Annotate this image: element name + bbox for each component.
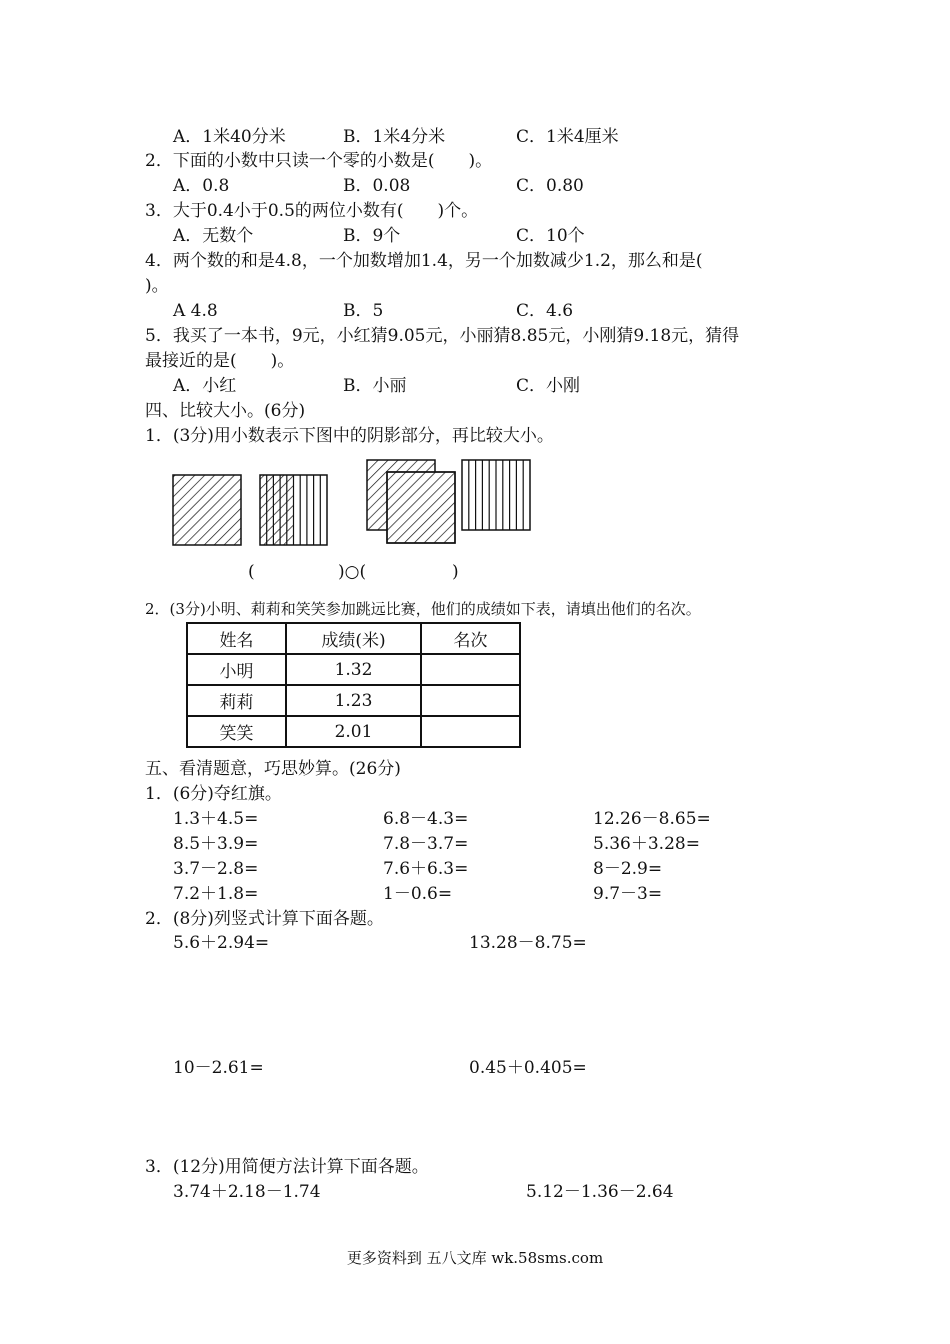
header-rank: 名次 — [421, 623, 520, 654]
calc-item: 8－2.9= — [593, 859, 663, 879]
question-3: 3．大于0.4小于0.5的两位小数有( )个。 — [145, 201, 479, 221]
table-row — [187, 654, 520, 685]
table-header-row — [187, 623, 520, 654]
s4-question-1: 1．(3分)用小数表示下图中的阴影部分，再比较大小。 — [145, 426, 554, 446]
calc-item: 3.7－2.8= — [173, 859, 259, 879]
cell-rank — [421, 654, 520, 685]
calc-item: 7.8－3.7= — [383, 834, 469, 854]
q2-option-a: A．0.8 — [173, 176, 230, 196]
vertical-calc-item: 13.28－8.75= — [469, 933, 587, 953]
calc-item: 7.6＋6.3= — [383, 859, 469, 879]
q3-option-a: A．无数个 — [173, 226, 254, 246]
q5-option-c: C．小刚 — [516, 376, 581, 396]
blank-open: ( — [248, 562, 255, 582]
q4-option-b: B．5 — [343, 301, 384, 321]
question-5: 5．我买了一本书，9元，小红猜9.05元，小丽猜8.85元，小刚猜9.18元，猜得 — [145, 326, 740, 346]
scores-table — [186, 622, 521, 748]
cell-name: 小明 — [187, 654, 286, 685]
calc-item: 1－0.6= — [383, 884, 453, 904]
question-4-cont: )。 — [145, 276, 169, 296]
q4-option-c: C．4.6 — [516, 301, 574, 321]
q5-option-b: B．小丽 — [343, 376, 407, 396]
cell-score: 2.01 — [286, 716, 421, 747]
header-score: 成绩(米) — [286, 623, 421, 654]
s5-question-3: 3．(12分)用简便方法计算下面各题。 — [145, 1157, 429, 1177]
q1-option-b: B．1米4分米 — [343, 127, 446, 147]
q3-option-c: C．10个 — [516, 226, 585, 246]
s5-question-1: 1．(6分)夺红旗。 — [145, 784, 282, 804]
cell-name: 莉莉 — [187, 685, 286, 716]
section-5-title: 五、看清题意，巧思妙算。(26分) — [145, 759, 401, 779]
overlapping-shaded-squares — [367, 460, 455, 543]
blank-close: ) — [452, 562, 459, 582]
calc-item: 7.2＋1.8= — [173, 884, 259, 904]
question-2: 2．下面的小数中只读一个零的小数是( )。 — [145, 151, 493, 171]
cell-rank — [421, 716, 520, 747]
question-4: 4．两个数的和是4.8，一个加数增加1.4，另一个加数减少1.2，那么和是( — [145, 251, 703, 271]
calc-item: 5.36＋3.28= — [593, 834, 700, 854]
q4-option-a: A 4.8 — [173, 301, 218, 321]
shaded-squares-figure — [165, 455, 545, 547]
cell-name: 笑笑 — [187, 716, 286, 747]
cell-score: 1.32 — [286, 654, 421, 685]
cell-score: 1.23 — [286, 685, 421, 716]
q1-option-c: C．1米4厘米 — [516, 127, 619, 147]
vertical-strips-square — [462, 460, 530, 530]
vertical-calc-item: 0.45＋0.405= — [469, 1058, 587, 1078]
calc-item: 9.7－3= — [593, 884, 663, 904]
calc-item: 6.8－4.3= — [383, 809, 469, 829]
question-5-cont: 最接近的是( )。 — [145, 351, 295, 371]
fully-shaded-square — [173, 475, 241, 545]
q3-option-b: B．9个 — [343, 226, 401, 246]
cell-rank — [421, 685, 520, 716]
vertical-calc-item: 5.6＋2.94= — [173, 933, 270, 953]
q1-option-a: A．1米40分米 — [173, 127, 286, 147]
table-row — [187, 716, 520, 747]
simple-calc-item: 3.74＋2.18－1.74 — [173, 1182, 321, 1202]
q2-option-b: B．0.08 — [343, 176, 411, 196]
q2-option-c: C．0.80 — [516, 176, 584, 196]
q5-option-a: A．小红 — [173, 376, 237, 396]
calc-item: 8.5＋3.9= — [173, 834, 259, 854]
footer-link[interactable]: 更多资料到 五八文库 wk.58sms.com — [346, 1249, 604, 1267]
compare-circle: )○( — [338, 562, 367, 582]
striped-square — [260, 475, 327, 545]
calc-item: 12.26－8.65= — [593, 809, 711, 829]
s4-question-2: 2．(3分)小明、莉莉和笑笑参加跳远比赛，他们的成绩如下表，请填出他们的名次。 — [145, 600, 701, 618]
s5-question-2: 2．(8分)列竖式计算下面各题。 — [145, 909, 384, 929]
vertical-calc-item: 10－2.61= — [173, 1058, 264, 1078]
section-4-title: 四、比较大小。(6分) — [145, 401, 306, 421]
header-name: 姓名 — [187, 623, 286, 654]
table-row — [187, 685, 520, 716]
simple-calc-item: 5.12－1.36－2.64 — [526, 1182, 674, 1202]
calc-item: 1.3＋4.5= — [173, 809, 259, 829]
